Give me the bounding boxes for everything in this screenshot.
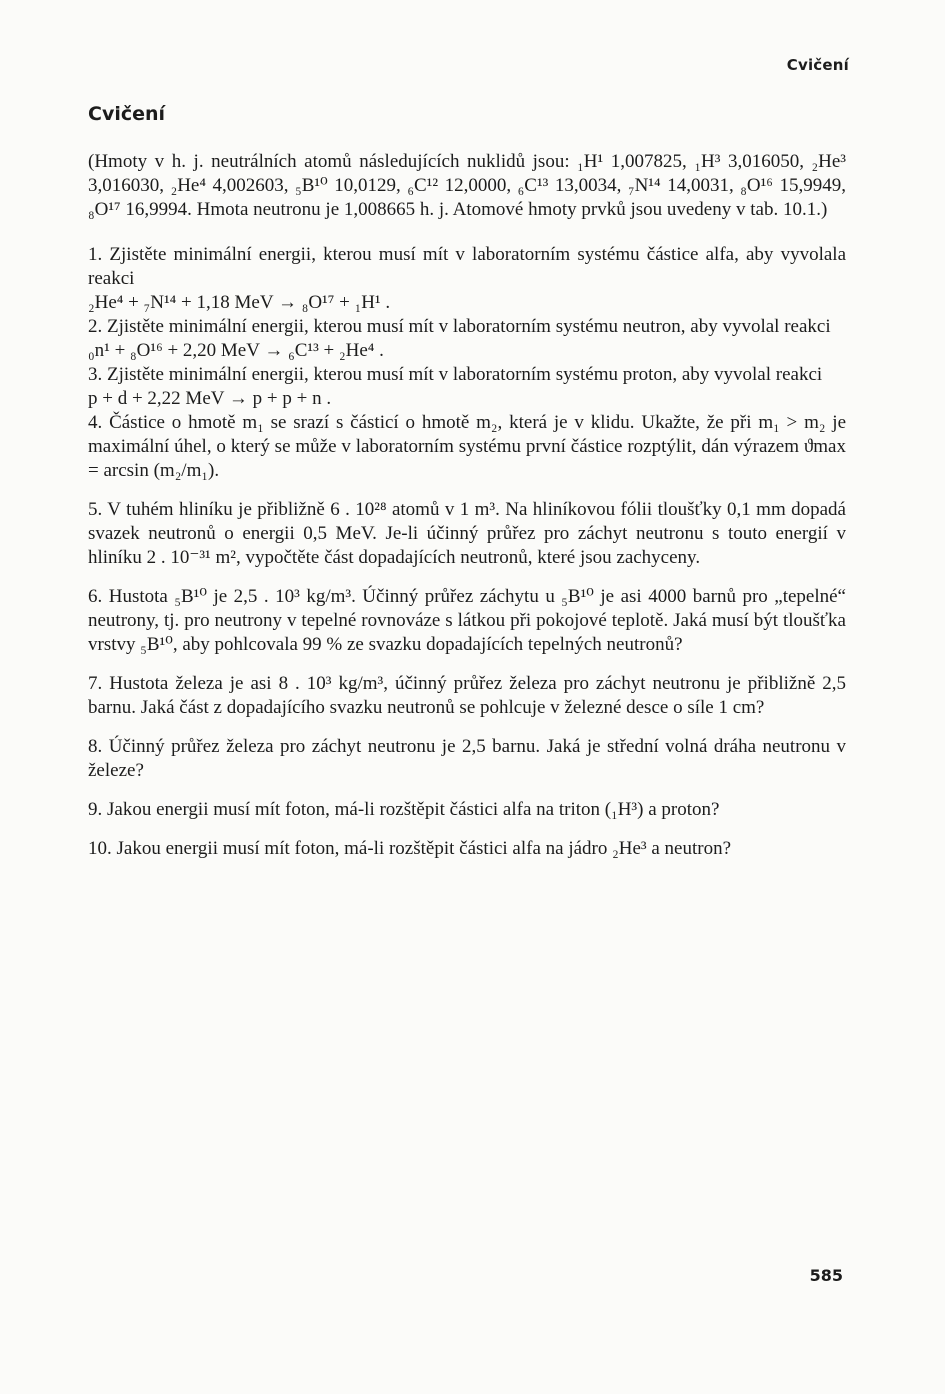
exercise-10: 10. Jakou energii musí mít foton, má-li rozštěpit částici alfa na jádro ₂He³ a neutron? — [88, 838, 732, 859]
intro-paragraph: (Hmoty v h. j. neutrálních atomů následujících nuklidů jsou: ₁H¹ 1,007825, ₁H³ 3,016050, ₂He³ 3,016030, ₂He⁴ 4,002603, ₅B¹⁰ 10,0129, ₆C¹² 12,0000, ₆C¹³ 13,0034, ₇N¹⁴ 14,0031, ₈O¹⁶ 15,9949, ₈O¹⁷ 16,9994. Hmota neutronu je 1,008665 h. j. Atomové hmoty prvků jsou uvedeny v tab. 10.1.) — [88, 151, 846, 220]
running-head: Cvičení — [786, 56, 849, 74]
equation-3: p + d + 2,22 MeV → p + p + n . — [88, 388, 332, 409]
exercise-3: 3. Zjistěte minimální energii, kterou musí mít v laboratorním systému proton, aby vyvolal reakci — [88, 364, 823, 385]
exercise-8: 8. Účinný průřez železa pro záchyt neutronu je 2,5 barnu. Jaká je střední volná dráha neutronu v železe? — [88, 736, 846, 781]
page-content — [88, 150, 846, 876]
exercise-9: 9. Jakou energii musí mít foton, má-li rozštěpit částici alfa na triton (₁H³) a proton? — [88, 799, 720, 820]
exercise-2: 2. Zjistěte minimální energii, kterou musí mít v laboratorním systému neutron, aby vyvolal reakci — [88, 316, 831, 337]
exercise-1: 1. Zjistěte minimální energii, kterou musí mít v laboratorním systému částice alfa, aby vyvolala reakci — [88, 244, 846, 289]
section-title: Cvičení — [88, 103, 166, 125]
equation-2: ₀n¹ + ₈O¹⁶ + 2,20 MeV → ₆C¹³ + ₂He⁴ . — [88, 340, 384, 361]
exercise-5: 5. V tuhém hliníku je přibližně 6 . 10²⁸ atomů v 1 m³. Na hliníkovou fólii tloušťky 0,1 mm dopadá svazek neutronů o energii 0,5 MeV. Je-li účinný průřez pro záchyt neutronu s touto energií v hliníku 2 . 10⁻³¹ m², vypočtěte část dopadajících neutronů, které jsou zachyceny. — [88, 499, 846, 568]
exercise-6: 6. Hustota ₅B¹⁰ je 2,5 . 10³ kg/m³. Účinný průřez záchytu u ₅B¹⁰ je asi 4000 barnů pro „tepelné“ neutrony, tj. pro neutrony v tepelné rovnováze s látkou při pokojové teplotě. Jaká musí být tloušťka vrstvy ₅B¹⁰, aby pohlcovala 99 % ze svazku dopadajících tepelných neutronů? — [88, 586, 846, 655]
exercise-7: 7. Hustota železa je asi 8 . 10³ kg/m³, účinný průřez železa pro záchyt neutronu je přibližně 2,5 barnu. Jaká část z dopadajícího svazku neutronů se pohlcuje v železné desce o síle 1 cm? — [88, 673, 846, 718]
page-number: 585 — [809, 1266, 843, 1285]
equation-1: ₂He⁴ + ₇N¹⁴ + 1,18 MeV → ₈O¹⁷ + ₁H¹ . — [88, 292, 391, 313]
exercise-4: 4. Částice o hmotě m₁ se srazí s částicí o hmotě m₂, která je v klidu. Ukažte, že při m₁ > m₂ je maximální úhel, o který se může v laboratorním systému první částice rozptýlit, dán výrazem ϑmax = arcsin (m₂/m₁). — [88, 412, 846, 481]
